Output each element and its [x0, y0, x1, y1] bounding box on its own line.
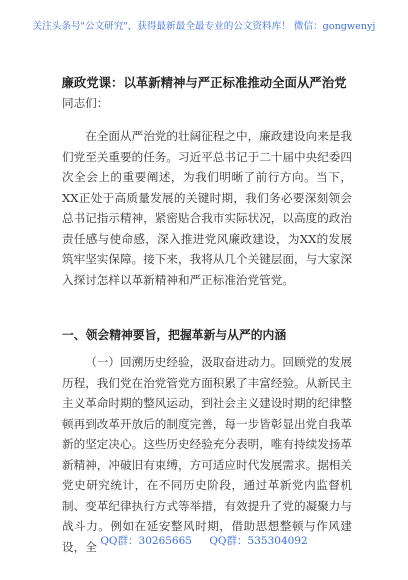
document-title: 廉政党课：以革新精神与严正标准推动全面从严治党: [61, 75, 347, 90]
footer-qq-group-1: QQ群：30265665: [100, 535, 192, 547]
section-heading: 一、领会精神要旨，把握革新与从严的内涵: [62, 328, 287, 342]
footer-contact: [0, 533, 408, 548]
footer-qq-group-2: QQ群：535304092: [209, 535, 308, 547]
salutation: 同志们：: [62, 96, 109, 110]
section-paragraph: （一）回溯历史经验，汲取奋进动力。回顾党的发展历程，我们党在治党管党方面积累了丰富经验。从新民主主义革命时期的整风运动，到社会主义建设时期的纪律整顿再到改革开放后的制度完善，每一步皆彰显出党自我革新的坚定决心。这些历史经验充分表明，唯有持续发扬革新精神，冲破旧有束缚，方可适应时代发展需求。据相关党史研究统计，在不同历史阶段，通过革新党内监督机制、变革纪律执行方式等举措，有效提升了党的凝聚力与战斗力。例如在延安整风时期，借助思想整顿与作风建设，全: [62, 355, 352, 554]
intro-paragraph: 在全面从严治党的壮阔征程之中，廉政建设向来是我们党至关重要的任务。习近平总书记于二十届中央纪委四次全会上的重要阐述，为我们明晰了前行方向。当下，XX正处于高质量发展的关键时期，我们务必要深刻领会总书记指示精神，紧密贴合我市实际状况，以高度的政治责任感与使命感，深入推进党风廉政建设，为XX的发展筑牢坚实保障。接下来，我将从几个关键层面，与大家深入探讨怎样以革新精神和严正标准治党管党。: [62, 129, 352, 287]
header-banner: 关注头条号"公文研究"，获得最新最全最专业的公文资料库！ 微信：gongwenyj: [32, 21, 376, 32]
